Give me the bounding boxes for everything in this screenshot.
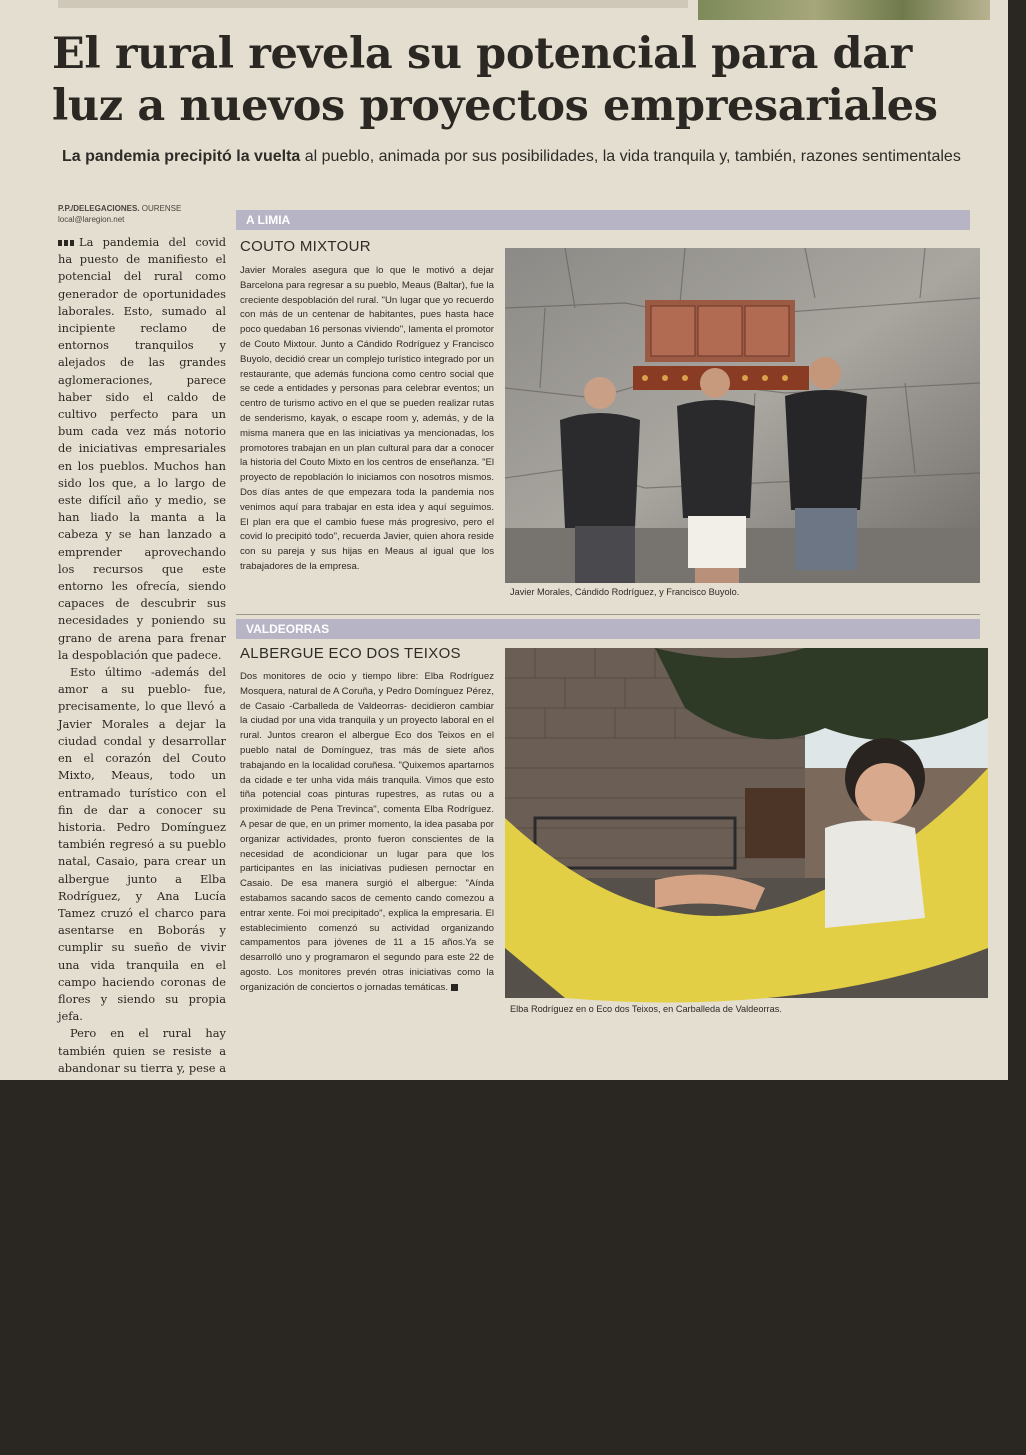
headline: El rural revela su potencial para dar luz a nuevos proyectos empresariales (52, 29, 938, 131)
caption-couto-mixtour: Javier Morales, Cándido Rodríguez, y Francisco Buyolo. (510, 587, 740, 597)
byline-place: OURENSE (139, 204, 182, 213)
article-paragraph: Pero en el rural hay también quien se resiste a abandonar su tierra y, pese a todo, apuesta por emprender y devolver servicios que se han perdido: es el caso de A Despensa do Búbal, un supermercado en Medeiros que, además, cuenta con servicio de entrega a domicilio: "Eu vivo en Medeiros, gústame esta vida e con este negocio estamos apostando polo rural. Ao final o esforzo ten a súa recompensa", cuenta María Jesús Prieto. También Ángeles González, de Shiitake Trives, defiende el rural: "O meu soño é crear postos de traballo na vila apostando polo rural e a boa calidade de vida que temos". (58, 1025, 226, 1455)
section-title-eco-dos-teixos: ALBERGUE ECO DOS TEIXOS (240, 645, 461, 662)
subhead-bold: La pandemia precipitó la vuelta (62, 148, 301, 165)
end-square-icon (451, 984, 458, 991)
section1-body: Javier Morales asegura que lo que le motivó a dejar Barcelona para regresar a su pueblo, Meaus (Baltar), fue la creciente despoblación del rural. "Un lugar que yo recuerdo con más de un centenar de habitantes, pues hasta hace poco quedaban 16 personas viviendo", lamenta el promotor de Couto Mixtour. Junto a Cándido Rodríguez y Francisco Buyolo, decidió crear un complejo turístico integrado por un restaurante, que además funciona como centro social que se cede a entidades y personas para celebrar eventos; un centro de turismo activo en el que se pueden realizar rutas de senderismo, kayak, o escape room y, además, y de la misma manera que en las iniciativas ya mencionadas, los promotores trabajan en un plan cultural para dar a conocer la historia del Couto Mixto en los centros de enseñanza. "El proyecto de repoblación lo iniciamos con nosotros mismos. Dos días antes de que empezara toda la pandemia nos venimos aquí para trabajar en esta idea y aquí seguimos. El plan era que el cambio fuese más progresivo, pero el covid lo precipitó todo", recuerda Javier, quien ahora reside con su pareja y sus hijas en Meaus al igual que los trabajadores de la empresa. (240, 265, 494, 572)
lead-squares-icon (58, 240, 76, 246)
photo-woman-hammock (505, 648, 988, 998)
photo-three-men-stone-wall (505, 248, 980, 583)
section-bar-valdeorras: VALDEORRAS (236, 619, 980, 639)
subhead (62, 146, 992, 168)
photo-couto-mixtour (505, 248, 980, 583)
section-bar-a-limia: A LIMIA (236, 210, 970, 230)
caption-eco-dos-teixos: Elba Rodríguez en o Eco dos Teixos, en Carballeda de Valdeorras. (510, 1004, 782, 1014)
byline-email: local@laregion.net (58, 215, 125, 224)
end-square-icon (61, 1444, 68, 1451)
photo-eco-dos-teixos (505, 648, 988, 998)
previous-article-strip (58, 0, 688, 8)
subhead-rest: al pueblo, animada por sus posibilidades, la vida tranquila y, también, razones sentimentales (300, 148, 961, 165)
section-divider (236, 614, 980, 615)
previous-article-photo (698, 0, 990, 20)
byline (58, 203, 228, 225)
byline-author: P.P./DELEGACIONES. (58, 204, 140, 213)
article-paragraph: Esto último -además del amor a su pueblo- fue, precisamente, lo que llevó a Javier Morales a dejar la ciudad condal y desarrollar en el corazón del Couto Mixto, Meaus, todo un entramado turístico con el fin de dar a conocer su historia. Pedro Domínguez también regresó a su pueblo natal, Casaio, para crear un albergue junto a Elba Rodríguez, y Ana Lucía Tamez cruzó el charco para asentarse en Boborás y cumplir su sueño de vivir una vida tranquila en el campo haciendo coronas de flores y siendo su propia jefa. (58, 665, 226, 1024)
main-article-column (58, 234, 226, 1437)
article-paragraph: La pandemia del covid ha puesto de manifiesto el potencial del rural como generador de oportunidades laborales. Esto, sumado al incipiente reclamo de entornos tranquilos y alejados de las grandes aglomeraciones, parece haber sido el caldo de cultivo perfecto para un bum cada vez más notorio de iniciativas empresariales en los pueblos. Muchos han sido los que, a lo largo de este difícil año y medio, se han liado la manta a la cabeza y se han lanzado a emprender aprovechando los recursos que este entorno les ofrecía, siendo capaces de descubrir sus necesidades y poniendo su grano de arena para frenar la despoblación que padece. (58, 235, 226, 662)
section2-body: Dos monitores de ocio y tiempo libre: Elba Rodríguez Mosquera, natural de A Coruña, y Pedro Domínguez Pérez, de Casaio -Carballeda de Valdeorras- decidieron cambiar la ciudad por una vida tranquila y un proyecto laboral en el rural. Juntos crearon el albergue Eco dos Teixos en el pueblo natal de Domínguez, tras más de siete años trabajando en la localidad coruñesa. "Quixemos apartarnos da cidade e ter unha vida máis tranquila. Vimos que esto tiña potencial coas pinturas rupestres, as rutas ou a proximidade de Pena Trevinca", comenta Elba Rodríguez. A pesar de que, en un primer momento, la idea pasaba por organizar actividades, pronto fueron conscientes de la necesidad de acondicionar un lugar para que los participantes en las iniciativas pudiesen pernoctar en Casaio. De esa manera surgió el albergue: "Aínda estabamos sacando sacos de cemento cando comezou a entrar xente. Foi moi precipitado", explica la empresaria. El establecimiento comenzó su actividad organizando campamentos para jóvenes de 11 a 15 años.Ya se desarrolló uno y programaron el segundo para este 22 de agosto. Los monitores prevén otras iniciativas como la organización de conciertos o jornadas temáticas. (240, 671, 494, 993)
section-title-couto-mixtour: COUTO MIXTOUR (240, 238, 371, 255)
